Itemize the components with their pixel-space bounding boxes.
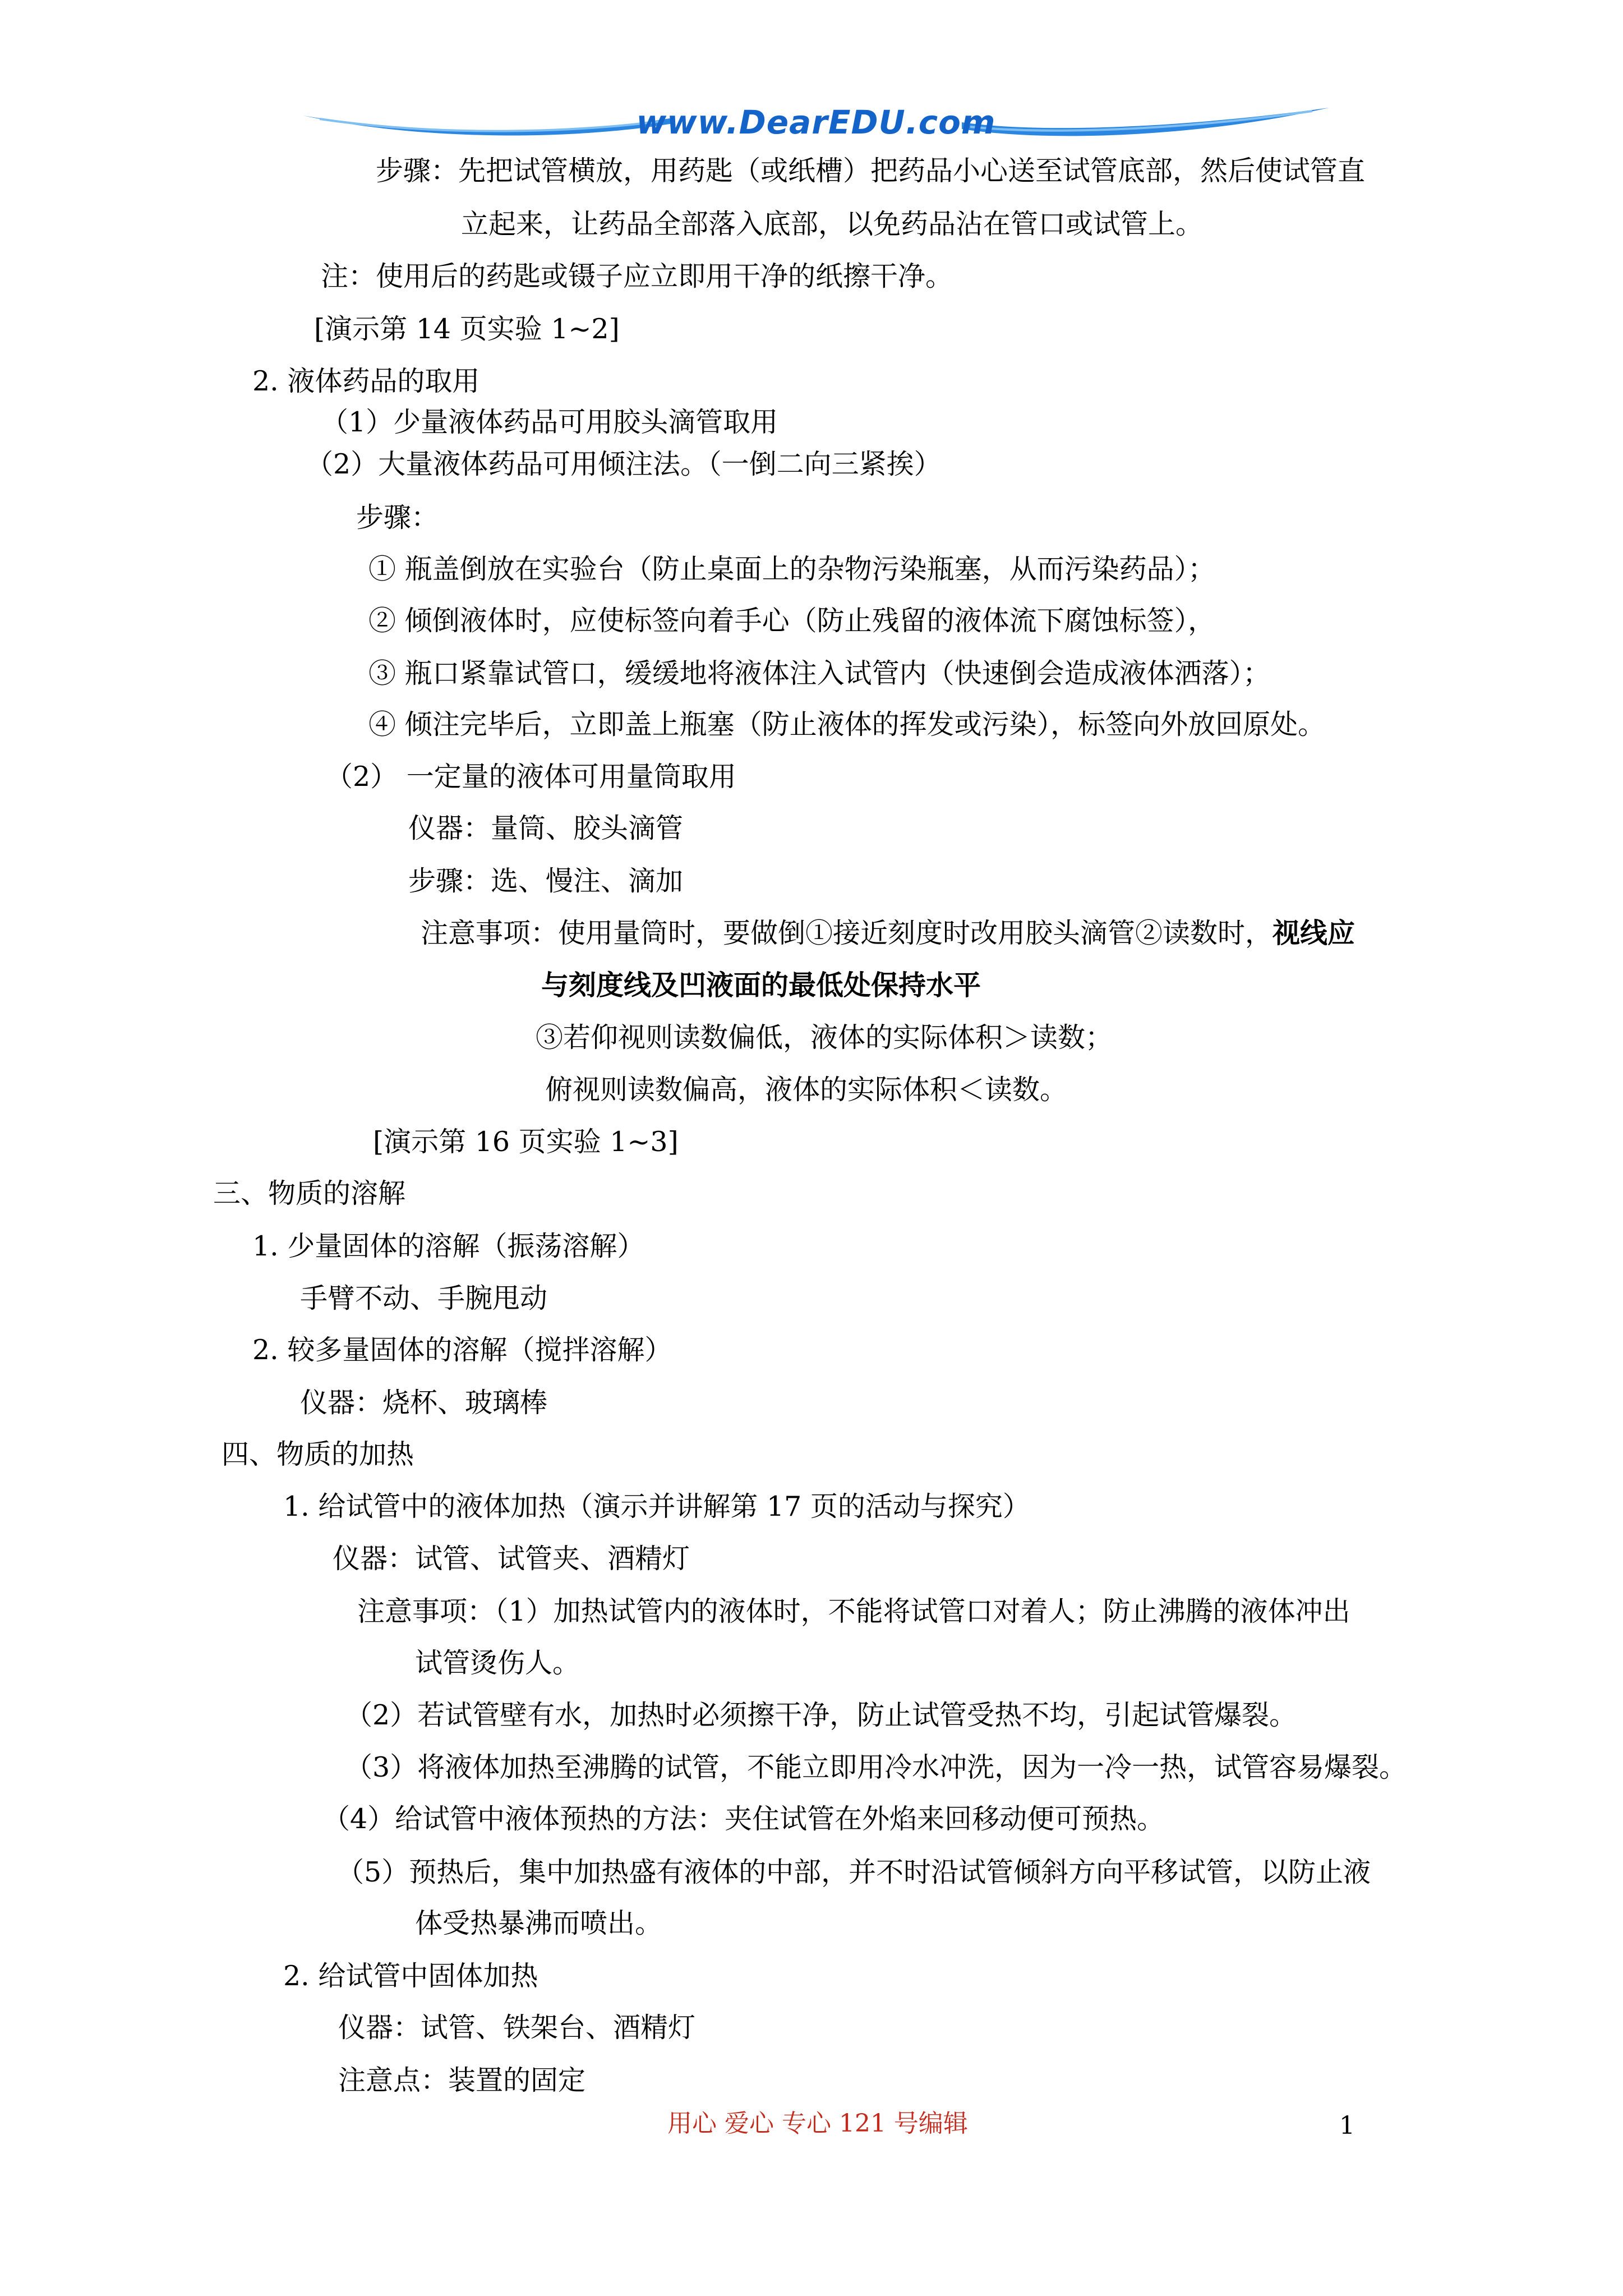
text-line: [演示第 16 页实验 1~3] (373, 1126, 679, 1158)
text-line: 1. 给试管中的液体加热（演示并讲解第 17 页的活动与探究） (283, 1490, 1030, 1522)
text-line: 注意点：装置的固定 (338, 2064, 586, 2096)
text-line: 体受热暴沸而喷出。 (415, 1907, 663, 1939)
footer-text: 用心 爱心 专心 121 号编辑 (667, 2109, 968, 2138)
text-line: ③ 瓶口紧靠试管口，缓缓地将液体注入试管内（快速倒会造成液体洒落）； (368, 657, 1271, 689)
text-line: （1）少量液体药品可用胶头滴管取用 (321, 406, 778, 438)
section-heading: 三、物质的溶解 (213, 1177, 406, 1209)
text-line: 2. 液体药品的取用 (252, 365, 480, 397)
text-line: （3）将液体加热至沸腾的试管，不能立即用冷水冲洗，因为一冷一热，试管容易爆裂。 (345, 1751, 1407, 1783)
emphasis-line: 与刻度线及凹液面的最低处保持水平 (541, 969, 981, 1001)
text-line: （2）若试管壁有水，加热时必须擦干净，防止试管受热不均，引起试管爆裂。 (345, 1699, 1297, 1731)
text-line: （4）给试管中液体预热的方法：夹住试管在外焰来回移动便可预热。 (322, 1803, 1165, 1835)
text-line: 注：使用后的药匙或镊子应立即用干净的纸擦干净。 (321, 260, 953, 292)
text-line: [演示第 14 页实验 1~2] (314, 313, 620, 345)
text-line: （5）预热后，集中加热盛有液体的中部，并不时沿试管倾斜方向平移试管，以防止液 (336, 1856, 1371, 1888)
header-logo (303, 105, 1329, 150)
text-line: 步骤：先把试管横放，用药匙（或纸槽）把药品小心送至试管底部，然后使试管直 (376, 155, 1366, 187)
text-line: 步骤： (356, 501, 439, 533)
text-line: 俯视则读数偏高，液体的实际体积＜读数。 (545, 1074, 1068, 1106)
text-line: ① 瓶盖倒放在实验台（防止桌面上的杂物污染瓶塞，从而污染药品）； (368, 553, 1216, 585)
text-line: 手臂不动、手腕甩动 (300, 1282, 548, 1314)
text-line: 试管烫伤人。 (415, 1647, 580, 1679)
text-line: 仪器：试管、试管夹、酒精灯 (333, 1543, 690, 1575)
section-heading: 四、物质的加热 (222, 1438, 414, 1470)
text-line: 仪器：量筒、胶头滴管 (408, 812, 684, 844)
text-line: 仪器：烧杯、玻璃棒 (300, 1387, 548, 1419)
text-line: 步骤：选、慢注、滴加 (408, 865, 684, 897)
page-number: 1 (1339, 2111, 1355, 2140)
text-line: 2. 给试管中固体加热 (283, 1960, 538, 1992)
emphasis-text: 视线应 (1272, 917, 1355, 949)
site-url: www.DearEDU.com (636, 103, 996, 141)
text-line: （2） 一定量的液体可用量筒取用 (325, 761, 736, 793)
text-line: 立起来，让药品全部落入底部，以免药品沾在管口或试管上。 (461, 208, 1204, 240)
text-line: ③若仰视则读数偏低，液体的实际体积＞读数； (536, 1022, 1113, 1053)
text-run: 注意事项：使用量筒时，要做倒①接近刻度时改用胶头滴管②读数时， (421, 917, 1273, 949)
text-line: 仪器：试管、铁架台、酒精灯 (338, 2012, 696, 2044)
text-line: 注意事项：（1）加热试管内的液体时，不能将试管口对着人；防止沸腾的液体冲出 (357, 1595, 1350, 1627)
text-line: ④ 倾注完毕后，立即盖上瓶塞（防止液体的挥发或污染），标签向外放回原处。 (368, 708, 1326, 740)
text-line: ② 倾倒液体时，应使标签向着手心（防止残留的液体流下腐蚀标签）， (368, 605, 1216, 637)
text-line (421, 916, 1355, 950)
text-line: 1. 少量固体的溶解（振荡溶解） (252, 1230, 645, 1262)
text-line: （2）大量液体药品可用倾注法。（一倒二向三紧挨） (306, 448, 942, 480)
text-line: 2. 较多量固体的溶解（搅拌溶解） (252, 1334, 672, 1366)
